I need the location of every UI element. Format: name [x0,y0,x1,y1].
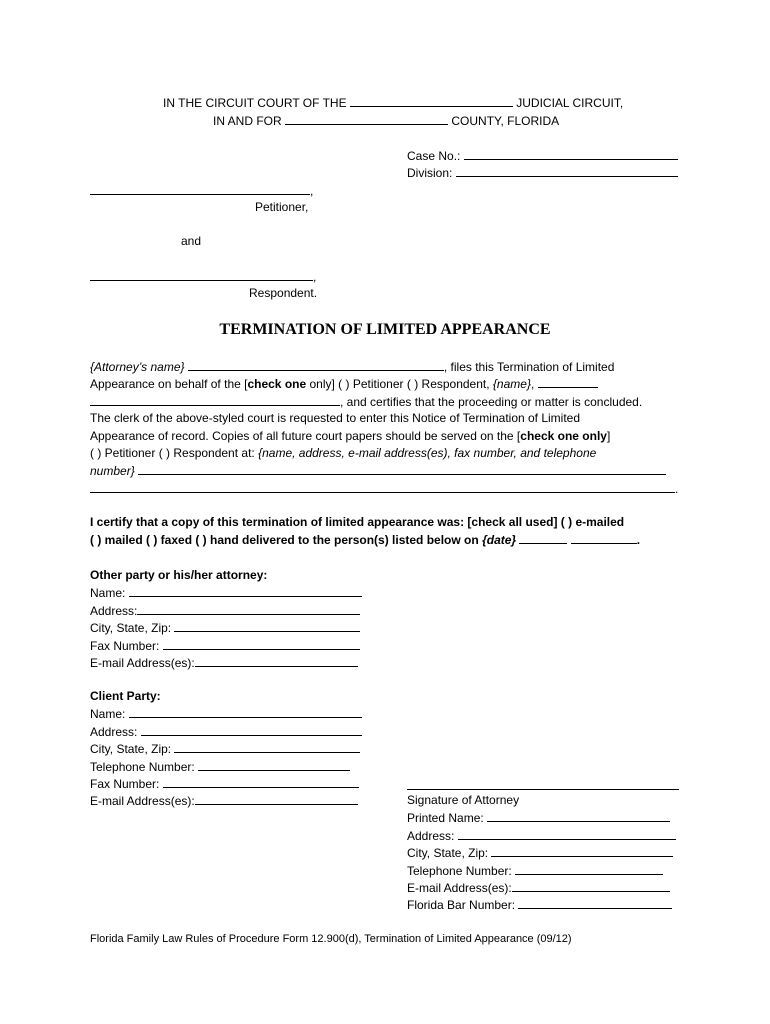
county-florida-label: COUNTY, FLORIDA [451,114,560,128]
date-field-1[interactable] [519,531,567,544]
attorney-name-field[interactable] [188,358,444,371]
date-field-2[interactable] [571,531,637,544]
client-email-row [90,792,362,809]
county-field[interactable] [285,112,448,125]
form-footer: Florida Family Law Rules of Procedure Form 12.900(d), Termination of Limited Appearance (09/12) [90,933,572,945]
service-info-placeholder: {name, address, e-mail address(es), fax number, and telephone [258,445,597,460]
other-party-email-label: E-mail Address(es): [90,655,195,670]
certify-line-1: I certify that a copy of this termination of limited appearance was: [check all used] ( ) e-mailed [90,515,625,529]
respondent-name-field[interactable] [90,268,313,281]
certify-period: . [636,533,641,548]
attorney-email-label: E-mail Address(es): [407,880,512,895]
body-line-5-bracket: ] [606,428,611,443]
division-row [407,164,678,181]
client-fax-field[interactable] [163,775,359,788]
client-city-row [90,740,362,757]
attorney-telephone-label: Telephone Number: [407,863,512,878]
attorney-name-placeholder: {Attorney’s name} [90,360,185,374]
other-party-fax-row [90,637,362,654]
signature-line[interactable] [407,789,679,790]
client-city-field[interactable] [174,740,360,753]
division-field[interactable] [456,164,678,177]
party-name-field-2[interactable] [90,393,340,406]
other-party-block [90,567,362,671]
client-telephone-row [90,758,362,775]
county-line [213,112,559,129]
client-telephone-label: Telephone Number: [90,759,195,774]
petitioner-name-field[interactable] [90,182,310,195]
body-line-8 [90,480,680,497]
other-party-heading: Other party or his/her attorney: [90,568,268,582]
client-address-field[interactable] [141,723,362,736]
respondent-comma: , [313,270,317,284]
body-line-6 [90,445,680,462]
termination-paragraph [90,358,680,497]
respondent-label: Respondent. [249,286,318,300]
case-number-field[interactable] [464,147,678,160]
case-number-row [407,147,678,164]
certificate-of-service [90,514,680,549]
printed-name-label: Printed Name: [407,811,484,826]
court-line [163,94,623,111]
check-one-only-label: check one only [520,428,607,443]
party-checkboxes-text[interactable]: only] ( ) Petitioner ( ) Respondent, [306,377,490,392]
signature-block [407,792,676,914]
attorney-email-field[interactable] [512,879,670,892]
body-line-7 [90,462,680,479]
service-info-field[interactable] [138,462,666,475]
delivery-method-checkboxes[interactable]: ( ) mailed ( ) faxed ( ) hand delivered to the person(s) listed below on [90,533,479,548]
division-label: Division: [407,166,453,180]
attorney-email-row [407,879,676,896]
judicial-circuit-label: JUDICIAL CIRCUIT, [516,96,624,110]
body-line-3-text: , and certifies that the proceeding or matter is concluded. [340,394,643,409]
respondent-name-row [90,268,316,285]
other-party-fax-field[interactable] [163,637,360,650]
client-fax-row [90,775,362,792]
other-party-city-field[interactable] [174,619,360,632]
attorney-telephone-field[interactable] [515,862,663,875]
attorney-city-row [407,844,676,861]
client-name-row [90,705,362,722]
other-party-email-row [90,654,362,671]
and-label: and [181,234,202,248]
other-party-name-field[interactable] [129,584,362,597]
petitioner-comma: , [310,184,314,198]
certify-line-2 [90,531,680,548]
bar-number-label: Florida Bar Number: [407,898,516,913]
case-no-label: Case No.: [407,149,461,163]
attorney-address-row [407,827,676,844]
other-party-city-row [90,619,362,636]
attorney-address-label: Address: [407,828,455,843]
number-placeholder: number} [90,464,135,479]
client-party-heading: Client Party: [90,689,161,703]
other-party-name-row [90,584,362,601]
other-party-fax-label: Fax Number: [90,638,160,653]
client-telephone-field[interactable] [198,758,350,771]
attorney-printed-name-row [407,809,676,826]
florida-bar-number-row [407,896,676,913]
body-line-2-text: Appearance on behalf of the [ [90,377,248,392]
attorney-telephone-row [407,862,676,879]
body-line-1-text: , files this Termination of Limited [443,360,615,374]
client-address-label: Address: [90,724,138,739]
attorney-city-label: City, State, Zip: [407,846,489,861]
petitioner-name-row [90,182,313,199]
party-name-field[interactable] [538,375,598,388]
service-party-checkboxes[interactable]: ( ) Petitioner ( ) Respondent at: [90,445,255,460]
client-party-block [90,688,362,810]
court-label: IN THE CIRCUIT COURT OF THE [163,96,347,110]
body-line-2 [90,375,680,392]
client-name-label: Name: [90,707,126,722]
document-title: TERMINATION OF LIMITED APPEARANCE [219,321,551,338]
name-placeholder: {name} [492,377,531,392]
body-line-3 [90,393,680,410]
other-party-address-row [90,602,362,619]
client-email-field[interactable] [195,792,358,805]
body-line-5-text: Appearance of record. Copies of all future court papers should be served on the [ [90,428,521,443]
client-fax-label: Fax Number: [90,776,160,791]
petitioner-label: Petitioner, [255,200,309,214]
other-party-address-field[interactable] [137,602,360,615]
client-email-label: E-mail Address(es): [90,794,195,809]
other-party-address-label: Address: [90,603,138,618]
other-party-name-label: Name: [90,586,126,601]
signature-label: Signature of Attorney [407,793,520,807]
body-line-4: The clerk of the above-styled court is requested to enter this Notice of Termination of Limited [90,411,581,426]
other-party-city-label: City, State, Zip: [90,621,172,636]
circuit-field[interactable] [350,94,513,107]
attorney-city-field[interactable] [491,844,673,857]
bar-number-field[interactable] [518,896,672,909]
service-info-field-2[interactable] [90,480,675,493]
printed-name-field[interactable] [487,809,670,822]
body-line-2-comma: , [530,377,535,392]
body-line-1 [90,358,680,375]
client-name-field[interactable] [129,705,362,718]
body-line-5 [90,428,680,445]
check-one-label: check one [247,377,307,392]
body-line-8-period: . [675,481,679,496]
attorney-address-field[interactable] [458,827,676,840]
other-party-email-field[interactable] [195,654,358,667]
client-address-row [90,723,362,740]
date-placeholder: {date} [482,533,517,548]
client-city-label: City, State, Zip: [90,742,172,757]
in-and-for-label: IN AND FOR [213,114,282,128]
